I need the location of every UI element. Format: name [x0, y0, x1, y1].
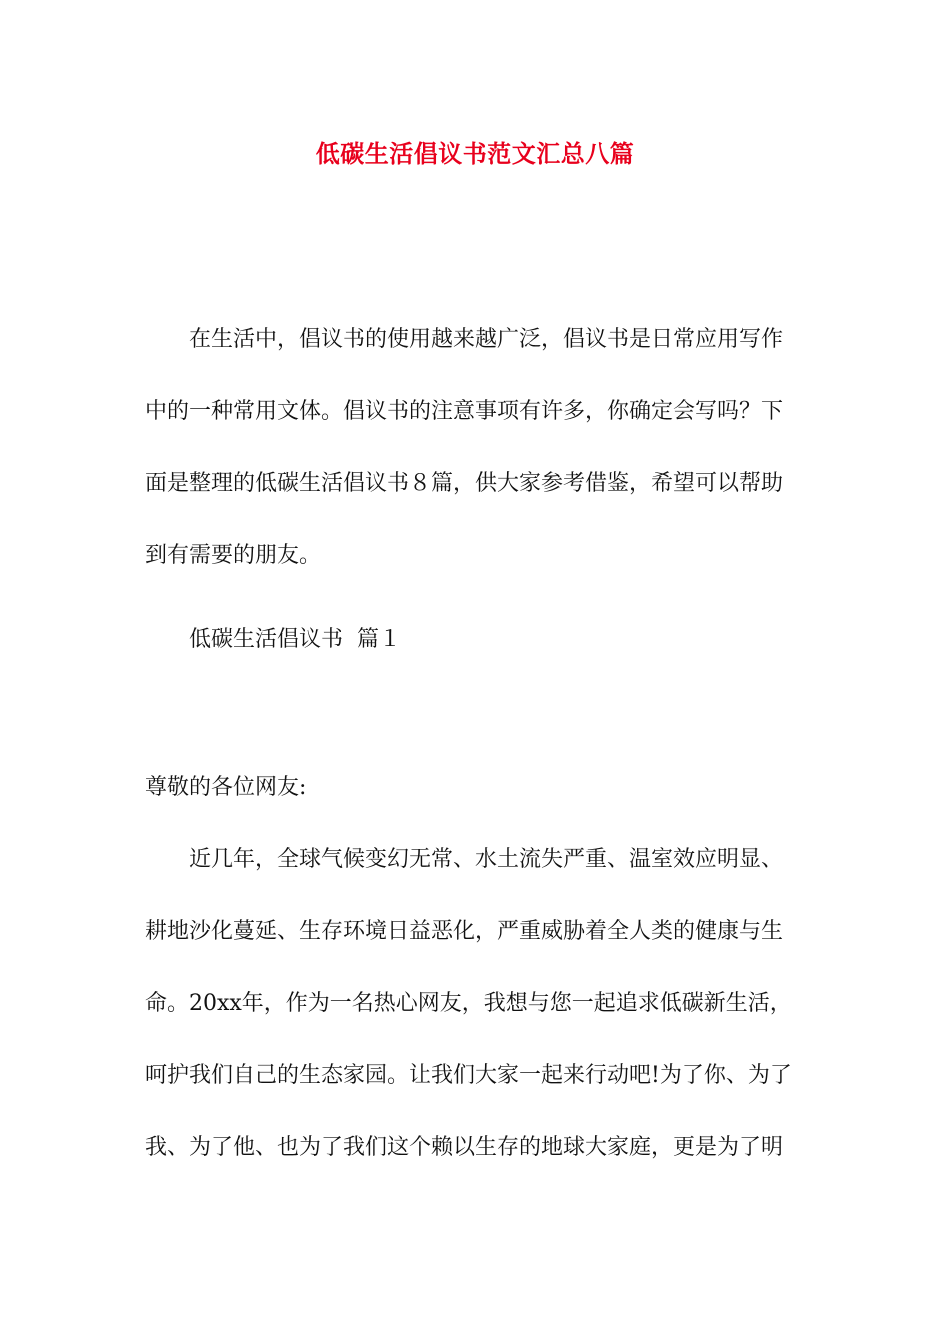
intro-paragraph — [145, 304, 807, 592]
intro-line: 到有需要的朋友。 — [145, 543, 322, 568]
salutation — [145, 752, 807, 824]
document-title: 低碳生活倡议书范文汇总八篇 — [315, 139, 635, 168]
body-paragraph — [145, 824, 807, 1184]
intro-line: 中的一种常用文体。倡议书的注意事项有许多，你确定会写吗？下 — [145, 399, 784, 424]
section-heading-text: 低碳生活倡议书 篇１ — [189, 627, 401, 652]
section-heading — [145, 604, 807, 676]
intro-line: 在生活中，倡议书的使用越来越广泛，倡议书是日常应用写作 — [189, 327, 784, 352]
paragraph-line: 我、为了他、也为了我们这个赖以生存的地球大家庭，更是为了明 — [145, 1135, 784, 1160]
paragraph-line: 命。20xx年，作为一名热心网友，我想与您一起追求低碳新生活， — [145, 991, 792, 1016]
paragraph-line: 近几年，全球气候变幻无常、水土流失严重、温室效应明显、 — [189, 847, 784, 872]
paragraph-line: 耕地沙化蔓延、生存环境日益恶化，严重威胁着全人类的健康与生 — [145, 919, 784, 944]
intro-line: 面是整理的低碳生活倡议书８篇，供大家参考借鉴，希望可以帮助 — [145, 471, 784, 496]
salutation-text: 尊敬的各位网友: — [145, 775, 307, 800]
paragraph-line: 呵护我们自己的生态家园。让我们大家一起来行动吧!为了你、为了 — [145, 1063, 792, 1088]
